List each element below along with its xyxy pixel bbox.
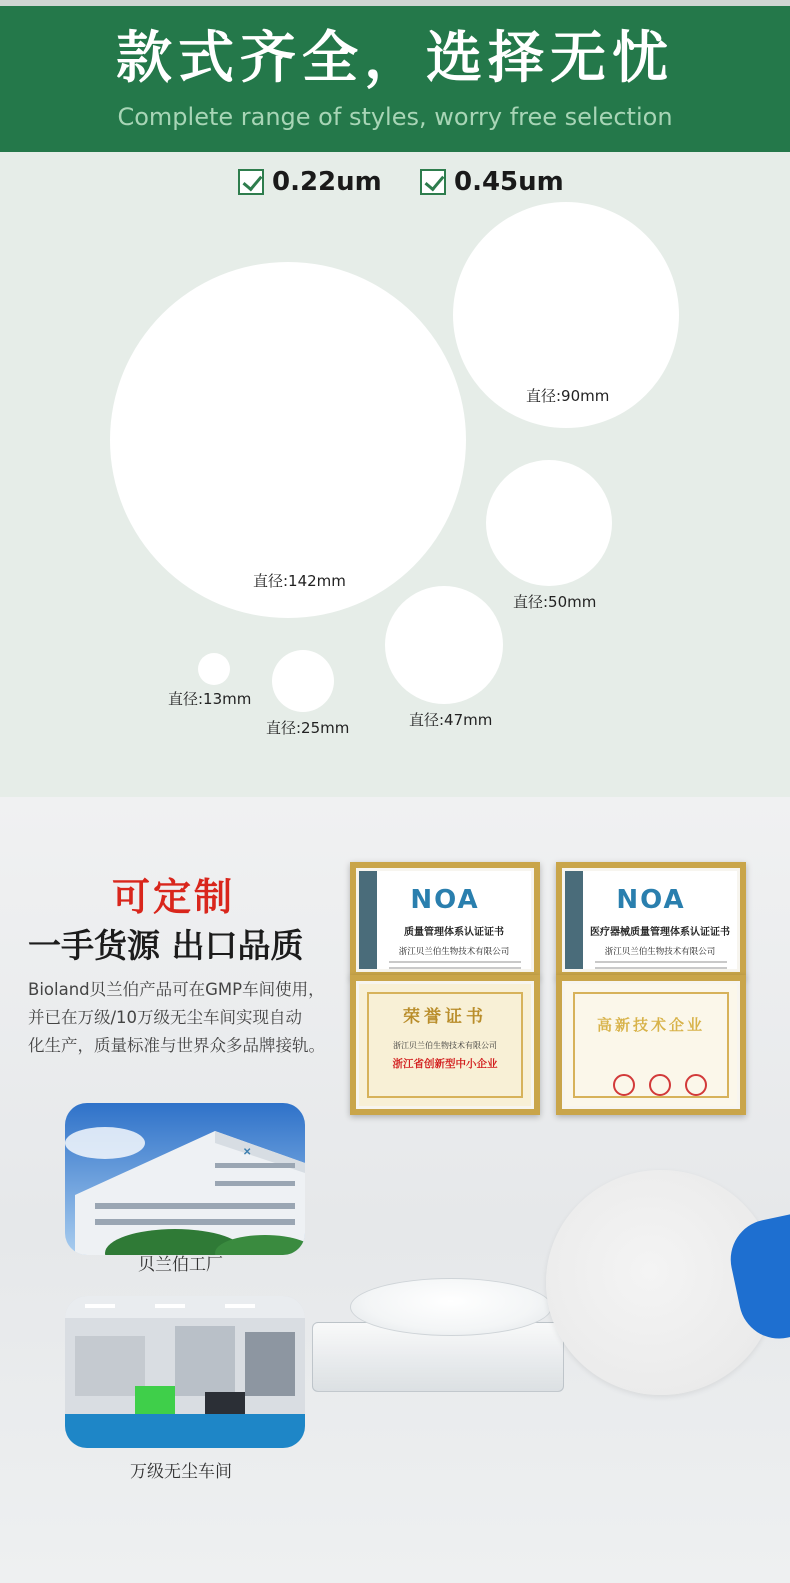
red-seal-icon [649, 1074, 671, 1096]
honor-title: 荣誉证书 [403, 1007, 487, 1027]
high-tech-title: 高新技术企业 [596, 1016, 705, 1034]
size-label: 直径:90mm [526, 387, 610, 405]
cleanroom-photo [65, 1296, 305, 1448]
disc-50mm [486, 460, 612, 586]
description-line: 化生产，质量标准与世界众多品牌接轨。 [28, 1036, 325, 1055]
certificate-medical-qms [556, 862, 746, 978]
red-seal-icon [685, 1074, 707, 1096]
banner-title: 款式齐全，选择无忧 [116, 26, 674, 91]
description-line: Bioland贝兰伯产品可在GMP车间使用， [28, 980, 325, 999]
size-label: 直径:13mm [168, 690, 252, 708]
customizable-heading: 可定制 [112, 875, 236, 919]
factory-caption: 贝兰伯工厂 [138, 1255, 223, 1275]
checkbox-checked-icon [420, 169, 446, 195]
slogan-heading: 一手货源 出口品质 [28, 926, 304, 965]
certificate-qms [350, 862, 540, 978]
honor-award: 浙江省创新型中小企业 [392, 1058, 498, 1070]
svg-text:✕: ✕ [243, 1147, 252, 1158]
red-seal-icon [613, 1074, 635, 1096]
certificate-title: 医疗器械质量管理体系认证证书 [590, 927, 730, 938]
cleanroom-icon [65, 1296, 305, 1448]
size-label: 直径:142mm [253, 572, 346, 590]
certificate-company: 浙江贝兰伯生物技术有限公司 [604, 947, 716, 957]
disc-47mm [385, 586, 503, 704]
description-line: 并已在万级/10万级无尘车间实现自动 [28, 1008, 303, 1027]
size-label: 直径:50mm [513, 593, 597, 611]
size-label: 直径:25mm [266, 719, 350, 737]
factory-photo [65, 1103, 305, 1255]
certificate-company: 浙江贝兰伯生物技术有限公司 [398, 947, 510, 957]
certificate-honor [350, 975, 540, 1115]
pore-option-022 [238, 166, 382, 198]
noa-logo: NOA [616, 885, 686, 915]
factory-building-icon [65, 1103, 305, 1255]
disc-142mm [110, 262, 466, 618]
size-label: 直径:47mm [409, 711, 493, 729]
certificate-title: 质量管理体系认证证书 [404, 927, 504, 938]
noa-logo: NOA [410, 885, 480, 915]
pore-option-label: 0.22um [272, 167, 382, 197]
pore-option-045 [420, 166, 564, 198]
pore-option-label: 0.45um [454, 167, 564, 197]
cleanroom-caption: 万级无尘车间 [130, 1462, 232, 1482]
disc-13mm [198, 653, 230, 685]
checkbox-checked-icon [238, 169, 264, 195]
size-section [0, 152, 790, 797]
banner-subtitle: Complete range of styles, worry free selection [117, 103, 673, 131]
header-banner [0, 6, 790, 152]
membrane-stack [350, 1278, 552, 1336]
certificate-high-tech [556, 975, 746, 1115]
honor-company: 浙江贝兰伯生物技术有限公司 [393, 1041, 497, 1050]
disc-25mm [272, 650, 334, 712]
